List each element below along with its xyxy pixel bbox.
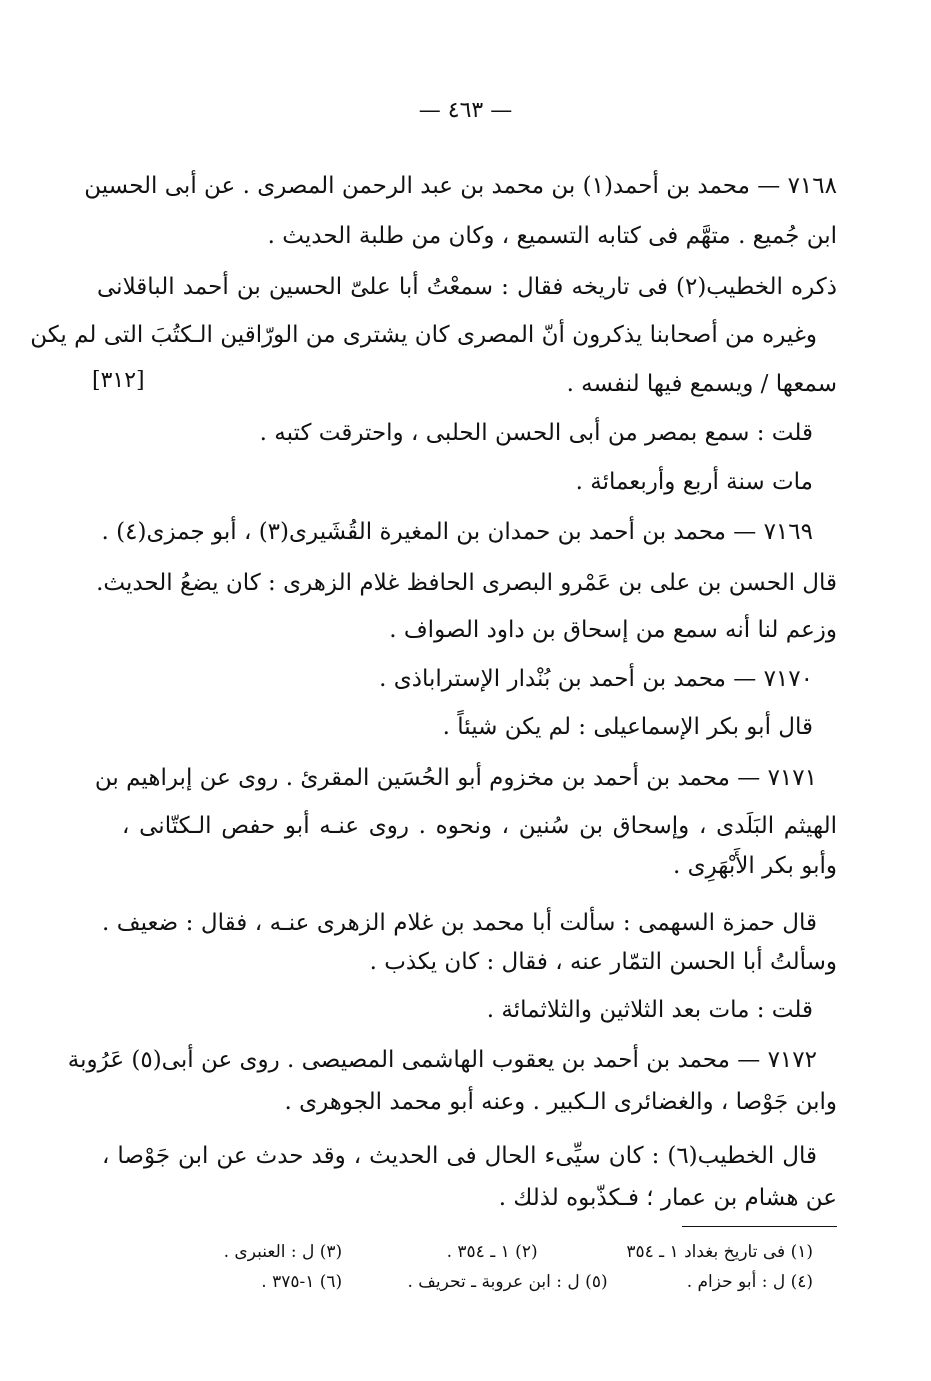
body-line: ٧١٧٢ — محمد بن أحمد بن يعقوب الهاشمى المصيصى . روى عن أبى(٥) عَرُوبة bbox=[67, 1047, 817, 1073]
footnote: (١) فى تاريخ بغداد ١ ـ ٣٥٤ bbox=[626, 1242, 813, 1262]
body-line: عن هشام بن عمار ؛ فـكذّبوه لذلك . bbox=[498, 1185, 837, 1211]
body-line: وابن جَوْصا ، والغضائرى الـكبير . وعنه أبو محمد الجوهرى . bbox=[284, 1089, 837, 1115]
body-line: قال الحسن بن على بن عَمْرو البصرى الحافظ غلام الزهرى : كان يضعُ الحديث. bbox=[96, 570, 837, 596]
body-line: وغيره من أصحابنا يذكرون أنّ المصرى كان يشترى من الورّاقين الـكتُبَ التى لم يكن bbox=[30, 322, 817, 348]
body-line: قلت : مات بعد الثلاثين والثلاثمائة . bbox=[486, 997, 813, 1023]
body-line: ٧١٧٠ — محمد بن أحمد بن بُنْدار الإستراباذى . bbox=[379, 666, 813, 692]
body-line: قلت : سمع بمصر من أبى الحسن الحلبى ، واحترقت كتبه . bbox=[259, 420, 813, 446]
body-line: ٧١٦٩ — محمد بن أحمد بن حمدان بن المغيرة القُشَيرى(٣) ، أبو جمزى(٤) . bbox=[101, 519, 813, 545]
body-line: قال أبو بكر الإسماعيلى : لم يكن شيئاً . bbox=[442, 714, 813, 740]
body-line: وزعم لنا أنه سمع من إسحاق بن داود الصواف . bbox=[389, 617, 837, 643]
body-line: قال حمزة السهمى : سألت أبا محمد بن غلام الزهرى عنـه ، فقال : ضعيف . bbox=[102, 910, 817, 936]
footnote-row bbox=[113, 1238, 813, 1266]
footnote: (٢) ١ ـ ٣٥٤ . bbox=[446, 1242, 538, 1262]
body-line: ٧١٧١ — محمد بن أحمد بن مخزوم أبو الحُسَين المقرئ . روى عن إبراهيم بن bbox=[94, 765, 817, 791]
body-line: قال الخطيب(٦) : كان سيِّىء الحال فى الحديث ، وقد حدث عن ابن جَوْصا ، bbox=[102, 1143, 817, 1169]
footnote: (٥) ل : ابن عروبة ـ تحريف . bbox=[407, 1272, 608, 1292]
body-line: وأبو بكر الأَبْهَرِى . bbox=[672, 853, 837, 879]
body-line: ٧١٦٨ — محمد بن أحمد(١) بن محمد بن عبد الرحمن المصرى . عن أبى الحسين bbox=[84, 173, 837, 199]
body-line: الهيثم البَلَدى ، وإسحاق بن سُنين ، ونحوه . روى عنـه أبو حفص الـكتّانى ، bbox=[122, 813, 837, 839]
body-line: ذكره الخطيب(٢) فى تاريخه فقال : سمعْتُ أبا علىّ الحسين بن أحمد الباقلانى bbox=[97, 274, 837, 300]
footnote-rule bbox=[682, 1226, 837, 1227]
body-line: ابن جُميع . متهَّم فى كتابه التسميع ، وكان من طلبة الحديث . bbox=[267, 223, 837, 249]
footnote: (٦) ١-٣٧٥ . bbox=[261, 1272, 343, 1292]
page-number: — ٤٦٣ — bbox=[418, 98, 513, 123]
body-line: مات سنة أربع وأربعمائة . bbox=[575, 469, 813, 495]
footnote-row bbox=[113, 1268, 813, 1296]
footnote: (٤) ل : أبو حزام . bbox=[686, 1272, 813, 1292]
body-line: وسألتُ أبا الحسن التمّار عنه ، فقال : كان يكذب . bbox=[369, 949, 837, 975]
footnote: (٣) ل : العنبرى . bbox=[223, 1242, 343, 1262]
body-line: سمعها / ويسمع فيها لنفسه . bbox=[566, 371, 837, 397]
margin-page-marker: [٣١٢] bbox=[92, 368, 145, 393]
